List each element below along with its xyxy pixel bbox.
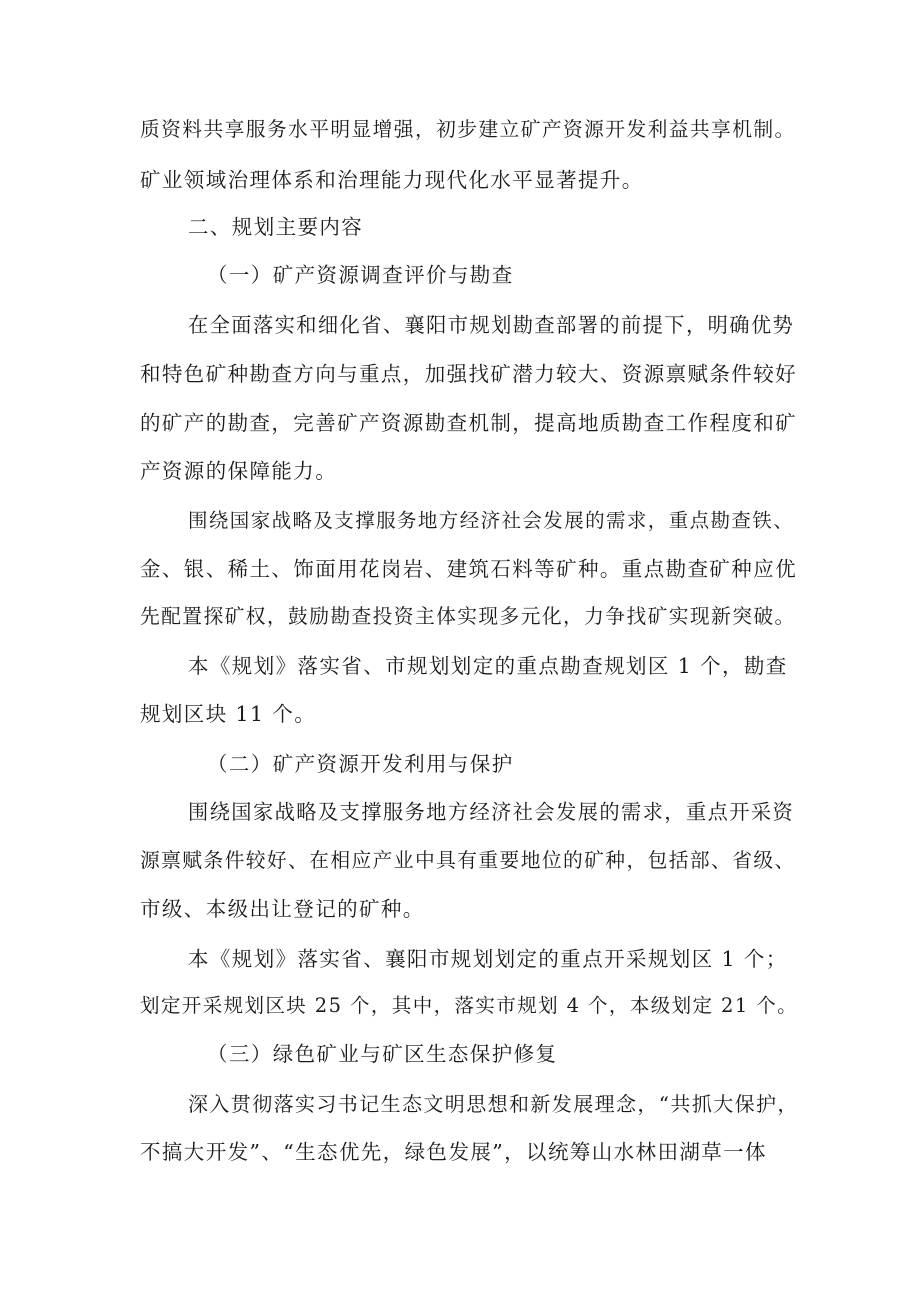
- subsection-heading: （二）矿产资源开发利用与保护: [207, 752, 514, 776]
- paragraph-line: 围绕国家战略及支撑服务地方经济社会发展的需求，重点开采资: [188, 800, 795, 824]
- paragraph-line: 的矿产的勘查，完善矿产资源勘查机制，提高地质勘查工作程度和矿: [140, 411, 797, 435]
- paragraph-line: 本《规划》落实省、市规划划定的重点勘查规划区 1 个，勘查: [188, 654, 788, 678]
- subsection-heading: （一）矿产资源调查评价与勘查: [207, 263, 514, 287]
- paragraph-line: 市级、本级出让登记的矿种。: [140, 897, 425, 921]
- paragraph-line: 矿业领域治理体系和治理能力现代化水平显著提升。: [140, 168, 644, 192]
- paragraph-line: 深入贯彻落实习书记生态文明思想和新发展理念，“共抓大保护，: [188, 1092, 799, 1116]
- paragraph-line: 规划区块 11 个。: [140, 702, 317, 726]
- paragraph-line: 质资料共享服务水平明显增强，初步建立矿产资源开发利益共享机制。: [140, 118, 796, 141]
- paragraph-line: 本《规划》落实省、襄阳市规划划定的重点开采规划区 1 个；: [188, 947, 788, 971]
- paragraph-line: 产资源的保障能力。: [140, 459, 338, 483]
- paragraph-line: 金、银、稀土、饰面用花岗岩、建筑石料等矿种。重点勘查矿种应优: [140, 557, 797, 581]
- paragraph-line: 划定开采规划区块 25 个，其中，落实市规划 4 个，本级划定 21 个。: [140, 994, 799, 1017]
- paragraph-line: 不搞大开发”、“生态优先，绿色发展”，以统筹山水林田湖草一体: [140, 1140, 767, 1164]
- paragraph-line: 围绕国家战略及支撑服务地方经济社会发展的需求，重点勘查铁、: [188, 509, 795, 532]
- subsection-heading: （三）绿色矿业与矿区生态保护修复: [207, 1042, 558, 1066]
- section-heading: 二、规划主要内容: [188, 215, 364, 239]
- paragraph-line: 和特色矿种勘查方向与重点，加强找矿潜力较大、资源禀赋条件较好: [140, 362, 797, 386]
- paragraph-line: 在全面落实和细化省、襄阳市规划勘查部署的前提下，明确优势: [188, 313, 795, 337]
- paragraph-line: 源禀赋条件较好、在相应产业中具有重要地位的矿种，包括部、省级、: [140, 849, 796, 872]
- paragraph-line: 先配置探矿权，鼓励勘查投资主体实现多元化，力争找矿实现新突破。: [140, 605, 796, 628]
